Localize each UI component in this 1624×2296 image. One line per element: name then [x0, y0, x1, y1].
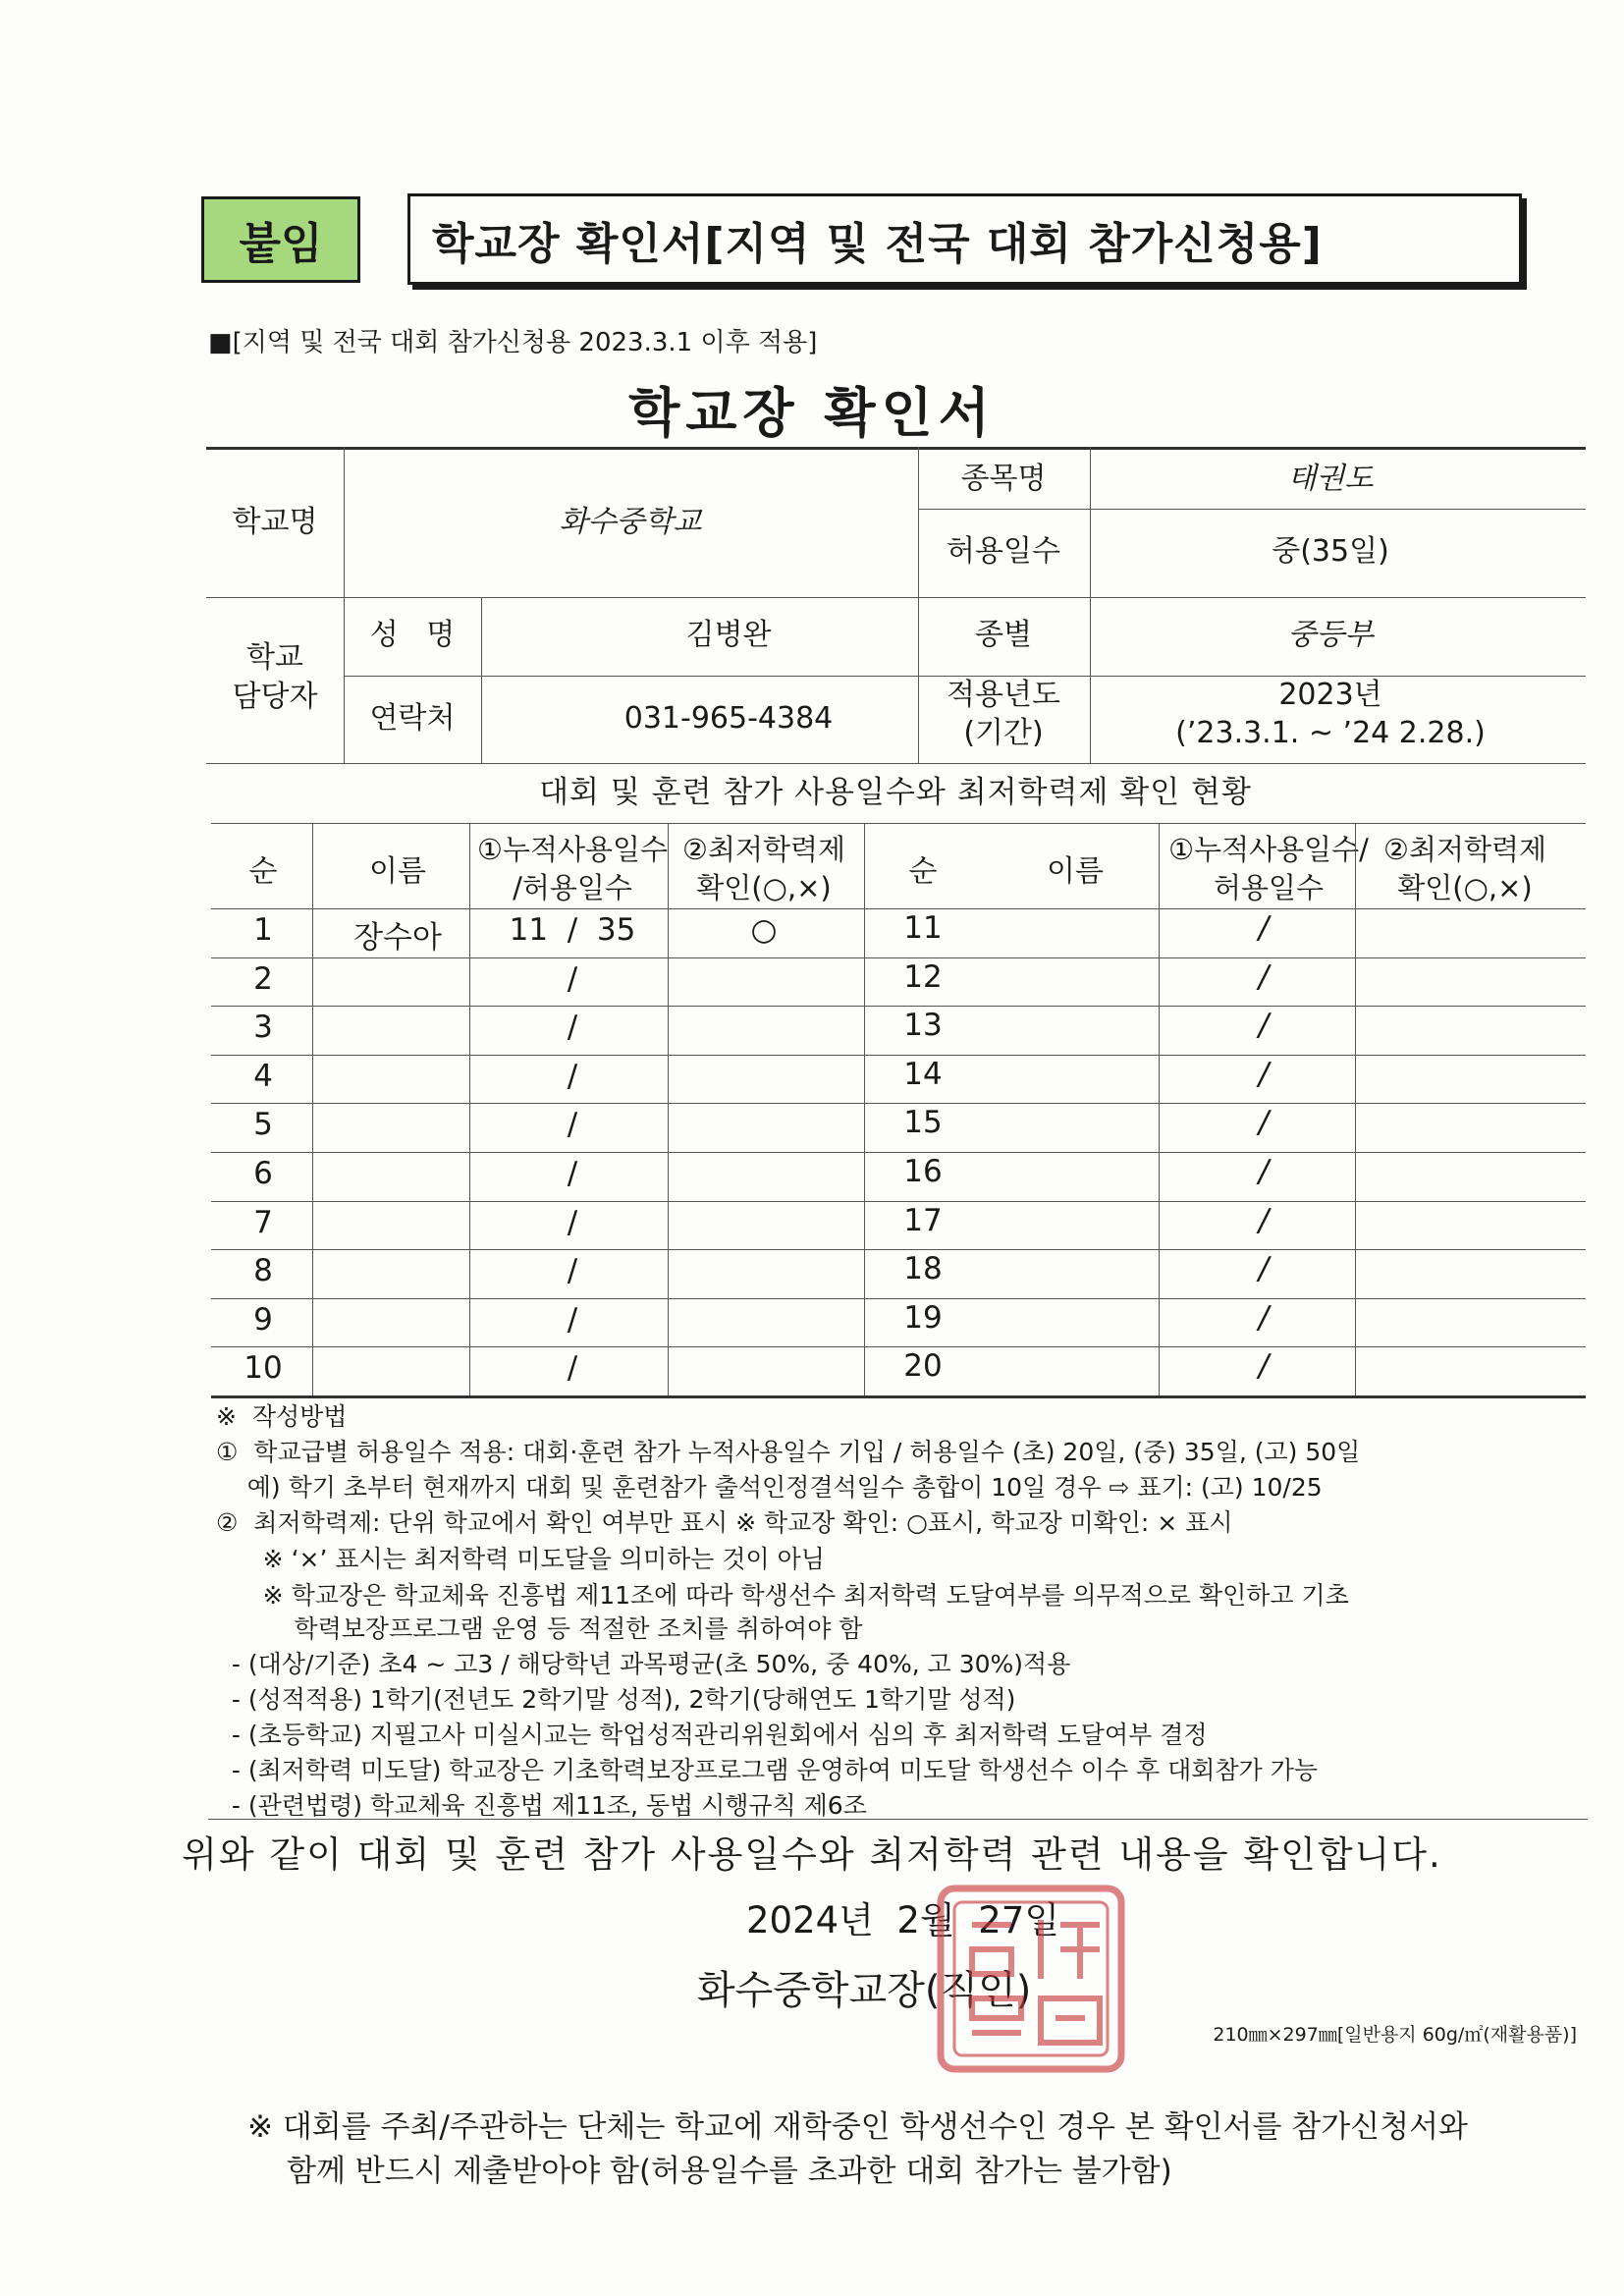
row-number: 11: [903, 910, 943, 946]
table-row-line: [211, 1055, 1586, 1056]
row-days: /: [567, 1350, 578, 1387]
table-row-line: [211, 1152, 1586, 1153]
period-value-1: 2023년: [1278, 678, 1382, 712]
page-title: 학교장 확인서: [628, 382, 996, 444]
contact-name: 김병완: [685, 618, 772, 652]
row-number: 14: [903, 1056, 943, 1092]
col-acad-right-line2: 확인(○,×): [1397, 871, 1533, 905]
principal-signature: 화수중학교장(직인): [697, 1968, 1032, 2013]
applicability-note: ■[지역 및 전국 대회 참가신청용 2023.3.1 이후 적용]: [208, 328, 818, 357]
row-days: /: [567, 1156, 578, 1191]
info-line: [918, 447, 919, 763]
attachment-tag: 붙임: [201, 196, 360, 283]
col-acad-right-line1: ②최저학력제: [1382, 833, 1547, 866]
instruction-line: - (대상/기준) 초4 ~ 고3 / 해당학년 과목평균(초 50%, 중 40%, 고 30%)적용: [216, 1650, 1071, 1678]
col-days-line1: ①누적사용일수: [476, 833, 669, 866]
row-days: /: [567, 1058, 578, 1094]
row-days: /: [567, 1301, 578, 1338]
instruction-line: 예) 학기 초부터 현재까지 대회 및 훈련참가 출석인정결석일수 총합이 10일 경우 ⇨ 표기: (고) 10/25: [216, 1473, 1323, 1502]
name-label: 성 명: [369, 618, 456, 652]
instruction-line: ※ 작성방법: [216, 1402, 348, 1431]
division-label: 종별: [975, 618, 1032, 652]
col-acad-line1: ②최저학력제: [681, 833, 846, 866]
confirmation-statement: 위와 같이 대회 및 훈련 참가 사용일수와 최저학력 관련 내용을 확인합니다.: [182, 1833, 1442, 1876]
phone-value: 031-965-4384: [623, 701, 834, 736]
instruction-line: ② 최저학력제: 단위 학교에서 확인 여부만 표시 ※ 학교장 확인: ○표시, 학교장 미확인: × 표시: [216, 1508, 1233, 1537]
table-row-line: [211, 957, 1586, 958]
row-number: 1: [253, 912, 273, 948]
allowed-days-label: 허용일수: [947, 534, 1060, 569]
issue-date: 2024년 2월 27일: [746, 1899, 1060, 1941]
paper-spec: 210㎜×297㎜[일반용지 60g/㎡(재활용품)]: [1213, 2024, 1577, 2046]
col-no-header: 순: [248, 854, 278, 889]
official-seal-icon: [933, 1881, 1129, 2077]
row-number: 8: [253, 1253, 273, 1289]
row-days: /: [567, 1204, 578, 1240]
period-value-2: (’23.3.1. ~ ’24 2.28.): [1175, 716, 1486, 750]
instruction-line: ※ 학교장은 학교체육 진흥법 제11조에 따라 학생선수 최저학력 도달여부를 의무적으로 확인하고 기초: [216, 1581, 1349, 1610]
row-name: 장수아: [353, 920, 442, 956]
info-line: [481, 597, 482, 763]
footer-note-line2: 함께 반드시 제출받아야 함(허용일수를 초과한 대회 참가는 불가함): [287, 2154, 1172, 2189]
table-col-line: [864, 823, 865, 1395]
row-number: 17: [903, 1202, 943, 1238]
row-number: 19: [903, 1299, 943, 1336]
row-number: 2: [253, 960, 273, 997]
contact-label-1: 학교: [246, 640, 303, 675]
allowed-days-value: 중(35일): [1272, 534, 1389, 569]
instruction-line: - (관련법령) 학교체육 진흥법 제11조, 동법 시행규칙 제6조: [216, 1791, 867, 1820]
info-line: [1090, 447, 1091, 763]
instruction-line: - (초등학교) 지필고사 미실시교는 학업성적관리위원회에서 심의 후 최저학력 도달여부 결정: [216, 1721, 1208, 1749]
period-label-1: 적용년도: [947, 678, 1060, 712]
info-line: [918, 509, 1586, 510]
row-days: /: [567, 1253, 578, 1289]
table-row-line: [211, 1346, 1586, 1347]
row-days: /: [1258, 1202, 1270, 1238]
row-number: 13: [903, 1008, 943, 1044]
row-days: /: [1258, 1299, 1270, 1336]
row-days: /: [1258, 958, 1270, 995]
table-col-line: [312, 823, 313, 1395]
col-name-header-right: 이름: [1047, 854, 1104, 889]
section-title: 대회 및 훈련 참가 사용일수와 최저학력제 확인 현황: [539, 775, 1252, 810]
phone-label: 연락처: [369, 701, 456, 736]
info-top-border: [206, 447, 1586, 450]
instruction-line: ① 학교급별 허용일수 적용: 대회·훈련 참가 누적사용일수 기입 / 허용일수 (초) 20일, (중) 35일, (고) 50일: [216, 1438, 1361, 1466]
row-number: 15: [903, 1105, 943, 1141]
row-days: /: [1258, 1251, 1270, 1287]
row-days: /: [1258, 1056, 1270, 1092]
row-academic-check: ○: [750, 912, 778, 948]
row-number: 5: [253, 1107, 273, 1143]
table-col-line: [1355, 823, 1356, 1395]
row-days: /: [567, 1010, 578, 1046]
school-label: 학교명: [232, 505, 318, 539]
row-days: 11 / 35: [509, 912, 636, 948]
col-acad-line2: 확인(○,×): [696, 871, 832, 905]
col-days-header: [477, 831, 668, 907]
info-line: [344, 447, 345, 763]
row-number: 10: [244, 1350, 283, 1387]
table-row-line: [211, 1103, 1586, 1104]
instruction-line: - (성적적용) 1학기(전년도 2학기말 성적), 2학기(당해연도 1학기말 성적): [216, 1685, 1016, 1714]
row-number: 4: [253, 1058, 273, 1094]
col-no-header-right: 순: [908, 854, 938, 889]
divider: [208, 1819, 1588, 1820]
row-number: 12: [903, 958, 943, 995]
table-row-line: [211, 908, 1586, 909]
row-number: 20: [903, 1348, 943, 1385]
division-value: 중등부: [1287, 618, 1374, 652]
table-col-line: [1159, 823, 1160, 1395]
row-days: /: [1258, 1154, 1270, 1189]
col-acad-header-right: [1383, 831, 1546, 907]
table-row-line: [211, 1395, 1586, 1398]
col-acad-header: [682, 831, 845, 907]
row-days: /: [567, 1107, 578, 1143]
footer-note-line1: ※ 대회를 주최/주관하는 단체는 학교에 재학중인 학생선수인 경우 본 확인서를 참가신청서와: [247, 2109, 1468, 2145]
row-number: 16: [903, 1154, 943, 1189]
school-name: 화수중학교: [559, 505, 702, 539]
instruction-line: 학력보장프로그램 운영 등 적절한 조치를 취하여야 함: [216, 1614, 863, 1643]
contact-label-2: 담당자: [232, 680, 318, 714]
event-value: 태권도: [1287, 462, 1374, 496]
row-number: 3: [253, 1010, 273, 1046]
row-days: /: [1258, 910, 1270, 946]
table-top-border: [211, 823, 1586, 824]
table-row-line: [211, 1249, 1586, 1250]
period-label-2: (기간): [963, 716, 1044, 750]
instruction-line: ※ ‘×’ 표시는 최저학력 미도달을 의미하는 것이 아님: [216, 1545, 825, 1573]
row-days: /: [1258, 1348, 1270, 1385]
row-number: 9: [253, 1301, 273, 1338]
info-line: [206, 763, 1586, 764]
event-label: 종목명: [960, 462, 1047, 496]
col-days-right-line2: 허용일수: [1213, 871, 1325, 905]
col-days-header-right: [1168, 831, 1369, 907]
row-number: 18: [903, 1251, 943, 1287]
col-days-line2: /허용일수: [513, 871, 632, 905]
row-days: /: [1258, 1008, 1270, 1044]
row-days: /: [1258, 1105, 1270, 1141]
row-days: /: [567, 960, 578, 997]
table-row-line: [211, 1298, 1586, 1299]
instruction-line: - (최저학력 미도달) 학교장은 기초학력보장프로그램 운영하여 미도달 학생선수 이수 후 대회참가 가능: [216, 1756, 1318, 1784]
table-col-line: [668, 823, 669, 1395]
col-name-header: 이름: [369, 854, 426, 889]
row-number: 6: [253, 1156, 273, 1191]
col-days-right-line1: ①누적사용일수/: [1168, 833, 1369, 866]
row-number: 7: [253, 1204, 273, 1240]
table-row-line: [211, 1006, 1586, 1007]
info-line: [206, 597, 1586, 598]
table-col-line: [469, 823, 470, 1395]
header-title: 학교장 확인서[지역 및 전국 대회 참가신청용]: [407, 193, 1522, 285]
table-row-line: [211, 1201, 1586, 1202]
